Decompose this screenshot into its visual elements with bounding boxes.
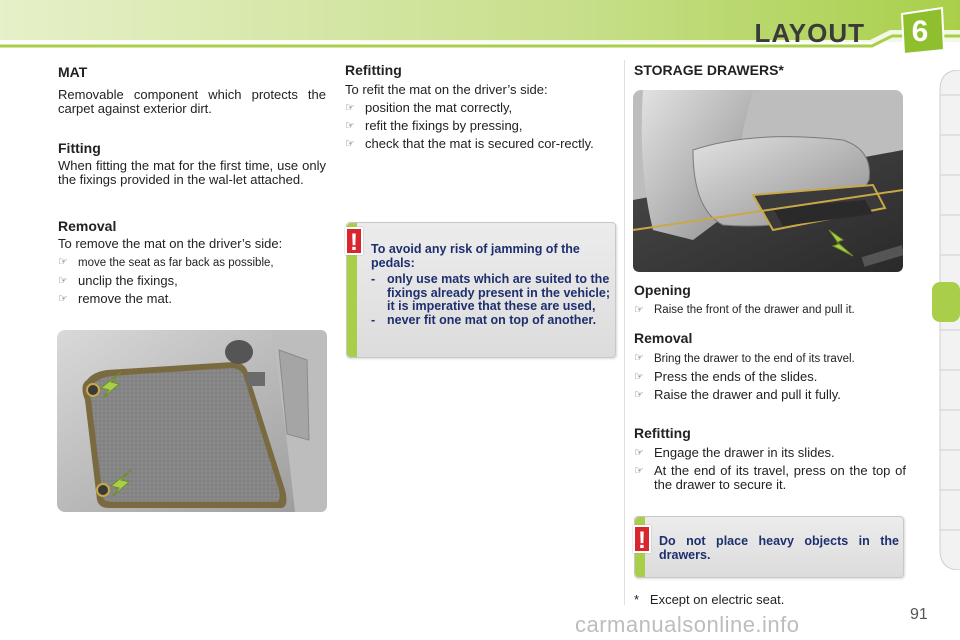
column-divider xyxy=(624,60,625,605)
opening-title: Opening xyxy=(634,282,691,298)
drawers-warning-text: Do not place heavy objects in the drawers. xyxy=(659,534,899,562)
pointing-hand-icon: ☞ xyxy=(634,447,644,459)
pointing-hand-icon: ☞ xyxy=(634,352,644,364)
list-item: ☞ Engage the drawer in its slides. xyxy=(634,445,835,460)
opening-steps xyxy=(634,303,906,321)
pointing-hand-icon: ☞ xyxy=(58,275,68,287)
list-item: ☞ move the seat as far back as possible, xyxy=(58,256,274,269)
warning-item: - never fit one mat on top of another. xyxy=(371,312,597,327)
exclamation-icon: ! xyxy=(633,525,651,553)
storage-refitting-steps xyxy=(634,446,906,496)
pointing-hand-icon: ☞ xyxy=(58,256,68,268)
mat-removal-steps xyxy=(58,255,330,310)
mat-intro: Removable component which protects the carpet against exterior dirt. xyxy=(58,87,326,116)
mat-title: MAT xyxy=(58,64,88,80)
list-item: ☞ remove the mat. xyxy=(58,291,172,306)
list-item: ☞ check that the mat is secured cor-rectly. xyxy=(345,136,594,151)
list-item: ☞ position the mat correctly, xyxy=(345,100,513,115)
mat-refitting-title: Refitting xyxy=(345,62,402,78)
list-item: ☞ unclip the fixings, xyxy=(58,273,178,288)
watermark: carmanualsonline.info xyxy=(575,612,800,637)
mat-illustration xyxy=(57,330,327,512)
drawers-warning-box xyxy=(634,516,904,578)
pointing-hand-icon: ☞ xyxy=(634,371,644,383)
list-item: ☞ Press the ends of the slides. xyxy=(634,369,818,384)
pointing-hand-icon: ☞ xyxy=(345,102,355,114)
chapter-tab-strip xyxy=(930,70,960,570)
storage-drawer-illustration xyxy=(633,90,903,272)
footnote-text: Except on electric seat. xyxy=(649,592,785,607)
fitting-text: When fitting the mat for the first time, use only the fixings provided in the wal-let attached. xyxy=(58,158,326,187)
pedals-warning-box xyxy=(346,222,616,358)
storage-removal-steps xyxy=(634,351,906,406)
pointing-hand-icon: ☞ xyxy=(345,120,355,132)
pointing-hand-icon: ☞ xyxy=(634,465,644,477)
pointing-hand-icon: ☞ xyxy=(634,389,644,401)
list-item: ☞ Bring the drawer to the end of its travel. xyxy=(634,352,855,365)
page-number: 91 xyxy=(910,606,928,623)
list-item: ☞ Raise the drawer and pull it fully. xyxy=(634,387,841,402)
storage-refitting-title: Refitting xyxy=(634,425,691,441)
pointing-hand-icon: ☞ xyxy=(345,138,355,150)
footnote-marker: * xyxy=(634,592,640,607)
mat-refitting-steps xyxy=(345,101,617,155)
storage-title: STORAGE DRAWERS* xyxy=(634,62,784,78)
mat-refitting-intro: To refit the mat on the driver’s side: xyxy=(345,82,548,97)
list-item: ☞ Raise the front of the drawer and pull it. xyxy=(634,304,855,316)
chapter-title: LAYOUT xyxy=(754,18,865,48)
fitting-title: Fitting xyxy=(58,140,101,156)
warning-item: - only use mats which are suited to the fixings already present in the vehicle; it is imperative that these are used, xyxy=(371,272,610,313)
mat-removal-title: Removal xyxy=(58,218,117,234)
exclamation-icon: ! xyxy=(345,227,363,255)
pointing-hand-icon: ☞ xyxy=(634,304,644,316)
chapter-number: 6 xyxy=(911,15,929,48)
list-item: ☞ At the end of its travel, press on the top of the drawer to secure it. xyxy=(634,463,906,492)
mat-removal-intro: To remove the mat on the driver’s side: xyxy=(58,236,283,251)
list-item: ☞ refit the fixings by pressing, xyxy=(345,118,523,133)
pedals-warning-text xyxy=(371,243,611,327)
warning-heading: To avoid any risk of jamming of the pedals: xyxy=(371,242,580,270)
pointing-hand-icon: ☞ xyxy=(58,293,68,305)
storage-removal-title: Removal xyxy=(634,330,693,346)
footnote xyxy=(634,592,784,607)
